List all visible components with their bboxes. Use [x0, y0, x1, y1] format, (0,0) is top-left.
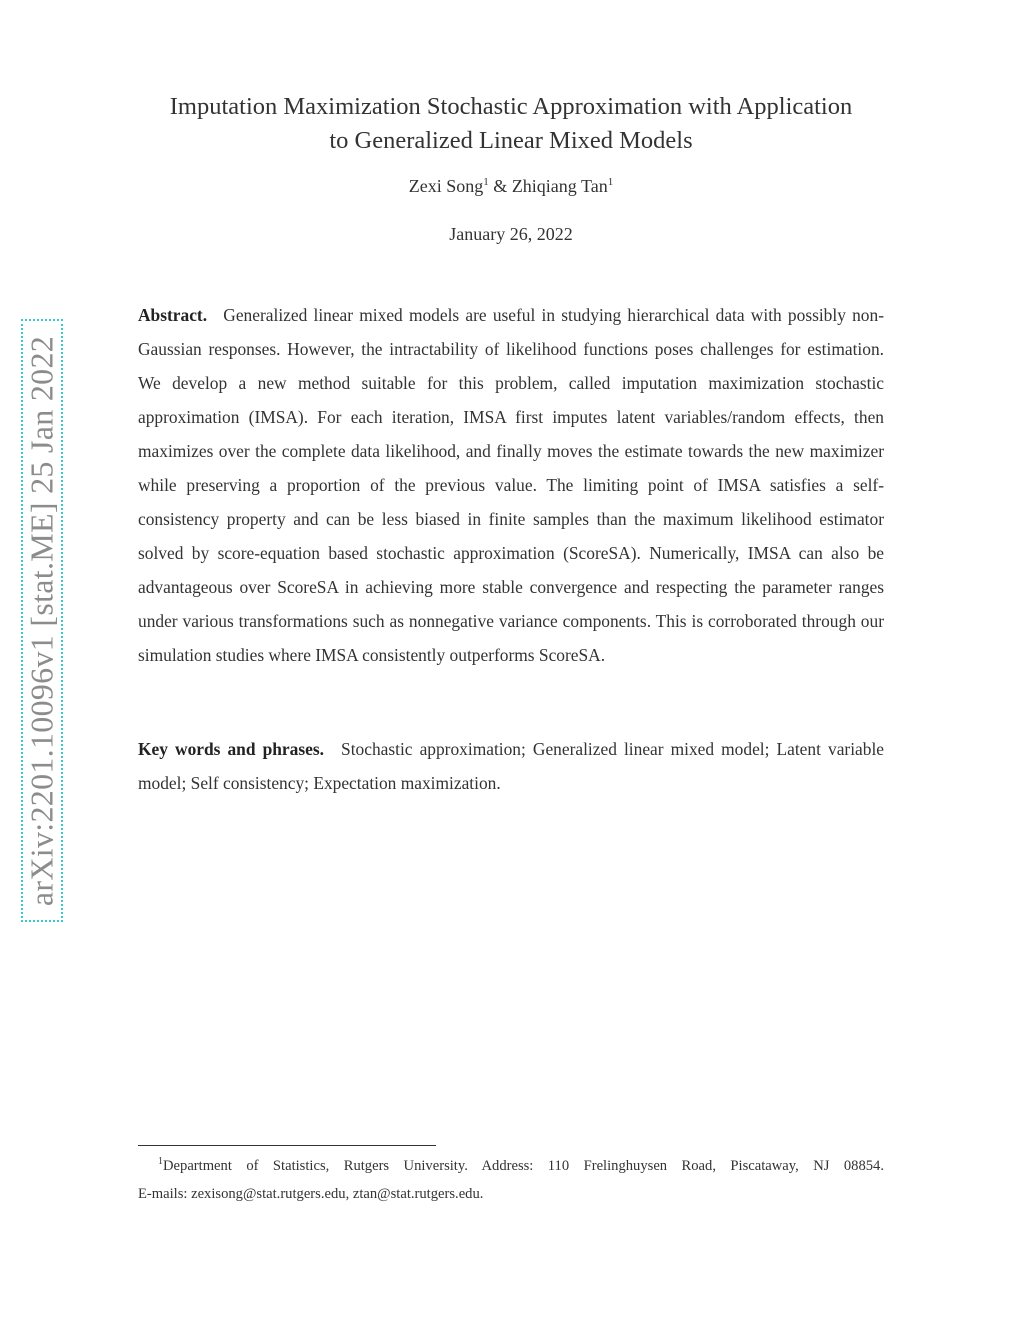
author-1: Zexi Song — [408, 176, 484, 196]
paper-date: January 26, 2022 — [449, 224, 573, 244]
abstract-section — [138, 298, 884, 672]
title-line-1: Imputation Maximization Stochastic Approximation with Application — [169, 93, 853, 120]
author-list — [130, 176, 892, 197]
author-2-affiliation-mark: 1 — [607, 176, 614, 188]
footnote-divider — [138, 1145, 436, 1146]
author-1-affiliation-mark: 1 — [483, 176, 489, 188]
keywords-text: Stochastic approximation; Generalized linear mixed model; Latent variable model; Self consistency; Expectation maximization. — [138, 739, 884, 793]
footnote-affiliation — [138, 1148, 884, 1180]
abstract-text: Generalized linear mixed models are useful in studying hierarchical data with possibly non-Gaussian responses. However, the intractability of likelihood functions poses challenges for estimation. We develop a new method suitable for this problem, called imputation maximization stochastic approximation (IMSA). For each iteration, IMSA first imputes latent variables/random effects, then maximizes over the complete data likelihood, and finally moves the estimate towards the new maximizer while preserving a proportion of the previous value. The limiting point of IMSA satisfies a self-consistency property and can be less biased in finite samples than the maximum likelihood estimator solved by score-equation based stochastic approximation (ScoreSA). Numerically, IMSA can also be advantageous over ScoreSA in achieving more stable convergence and respecting the parameter ranges under various transformations such as nonnegative variance components. This is corroborated through our simulation studies where IMSA consistently outperforms ScoreSA. — [138, 305, 884, 665]
footnote-mark: 1 — [158, 1156, 163, 1167]
keywords-section — [138, 732, 884, 800]
footnote — [138, 1148, 884, 1208]
title-line-2: to Generalized Linear Mixed Models — [329, 127, 693, 154]
paper-title — [130, 90, 892, 158]
author-2: Zhiqiang Tan — [511, 176, 608, 196]
keywords-label: Key words and phrases. — [138, 739, 324, 759]
arxiv-stamp — [21, 319, 63, 922]
abstract-label: Abstract. — [138, 305, 208, 325]
author-separator: & — [488, 176, 512, 196]
footnote-emails: E-mails: zexisong@stat.rutgers.edu, ztan@stat.rutgers.edu. — [138, 1185, 484, 1202]
arxiv-identifier: arXiv:2201.10096v1 [stat.ME] 25 Jan 2022 — [23, 335, 60, 906]
footnote-address: Department of Statistics, Rutgers University. Address: 110 Frelinghuysen Road, Piscataway, NJ 08854. — [163, 1157, 884, 1174]
